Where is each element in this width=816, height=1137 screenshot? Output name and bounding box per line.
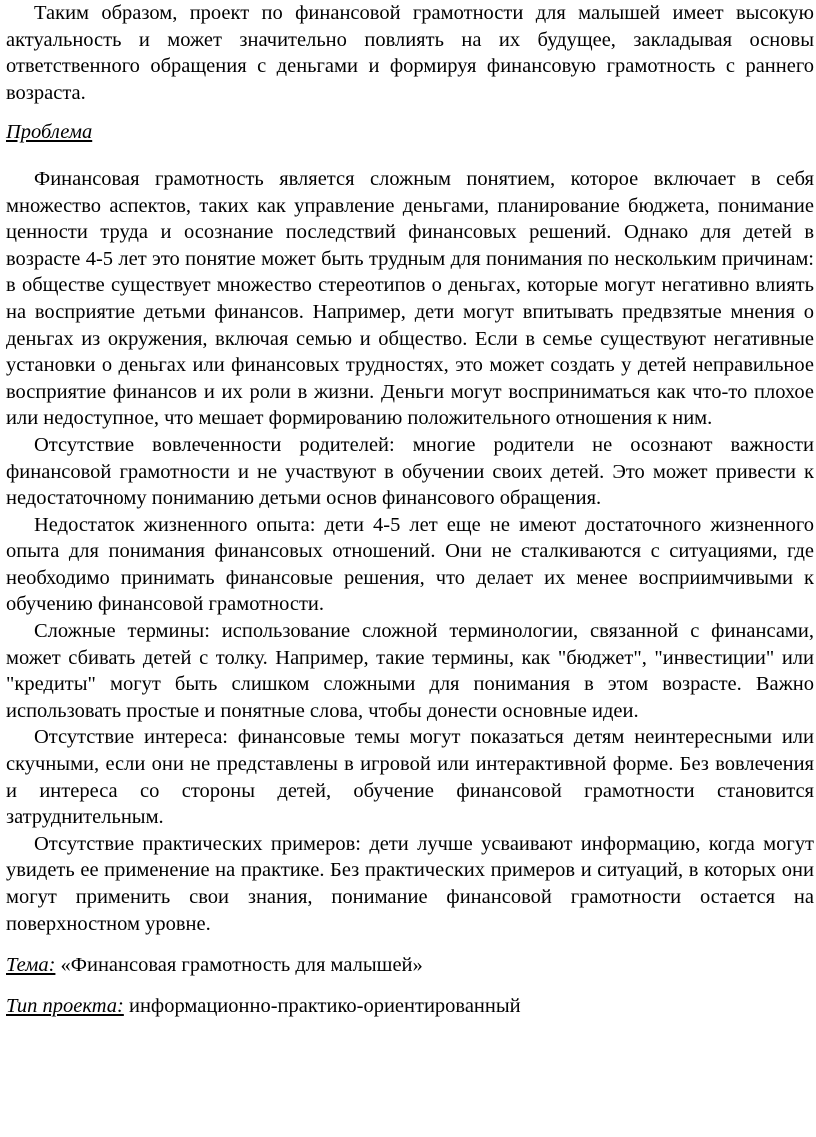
practical-examples-paragraph: Отсутствие практических примеров: дети лучше усваивают информацию, когда могут увидеть ее применение на практике. Без практических примеров и ситуаций, в которых они могут применить свои знания, понимание финансовой грамотности остается на поверхностном уровне. (6, 832, 814, 935)
problem-heading-text: Проблема (6, 121, 93, 144)
problem-paragraph: Финансовая грамотность является сложным понятием, которое включает в себя множество аспектов, таких как управление деньгами, планирование бюджета, понимание ценности труда и осознание последствий финансовых решений. Однако для детей в возрасте 4-5 лет это понятие может быть трудным для понимания по нескольким причинам: в обществе существует множество стереотипов о деньгах, которые могут негативно влиять на восприятие детьми финансов. Например, дети могут впитывать предвзятые мнения о деньгах из окружения, включая семью и общество. Если в семье существуют негативные установки о деньгах или финансовых трудностях, это может создать у детей неправильное восприятие финансов и их роли в жизни. Деньги могут восприниматься как что-то плохое или недоступное, что мешает формированию положительного отношения к ним. (6, 167, 814, 430)
topic-label: Тема: (6, 954, 56, 977)
parent-involvement-paragraph: Отсутствие вовлеченности родителей: многие родители не осознают важности финансовой грамотности и не участвуют в обучении своих детей. Это может привести к недостаточному пониманию детьми основ финансового обращения. (6, 433, 814, 510)
project-type-value: информационно-практико-ориентированный (128, 994, 521, 1017)
topic-line (6, 952, 814, 979)
life-experience-paragraph: Недостаток жизненного опыта: дети 4-5 лет еще не имеют достаточного жизненного опыта для понимания финансовых отношений. Они не сталкиваются с ситуациями, где необходимо принимать финансовые решения, что делает их менее восприимчивыми к обучению финансовой грамотности. (6, 513, 814, 616)
problem-heading (6, 119, 814, 146)
complex-terms-paragraph: Сложные термины: использование сложной терминологии, связанной с финансами, может сбивать детей с толку. Например, такие термины, как "бюджет", "инвестиции" или "кредиты" могут быть слишком сложными для понимания в этом возрасте. Важно использовать простые и понятные слова, чтобы донести основные идеи. (6, 620, 814, 722)
project-type-line (6, 993, 814, 1020)
topic-value: «Финансовая грамотность для малышей» (60, 954, 423, 977)
project-type-label: Тип проекта: (6, 994, 124, 1017)
lack-of-interest-paragraph: Отсутствие интереса: финансовые темы могут показаться детям неинтересными или скучными, если они не представлены в игровой или интерактивной форме. Без вовлечения и интереса со стороны детей, обучение финансовой грамотности становится затруднительным. (6, 726, 814, 829)
intro-paragraph: Таким образом, проект по финансовой грамотности для малышей имеет высокую актуальность и может значительно повлиять на их будущее, закладывая основы ответственного обращения с деньгами и формируя финансовую грамотность с раннего возраста. (6, 2, 814, 104)
